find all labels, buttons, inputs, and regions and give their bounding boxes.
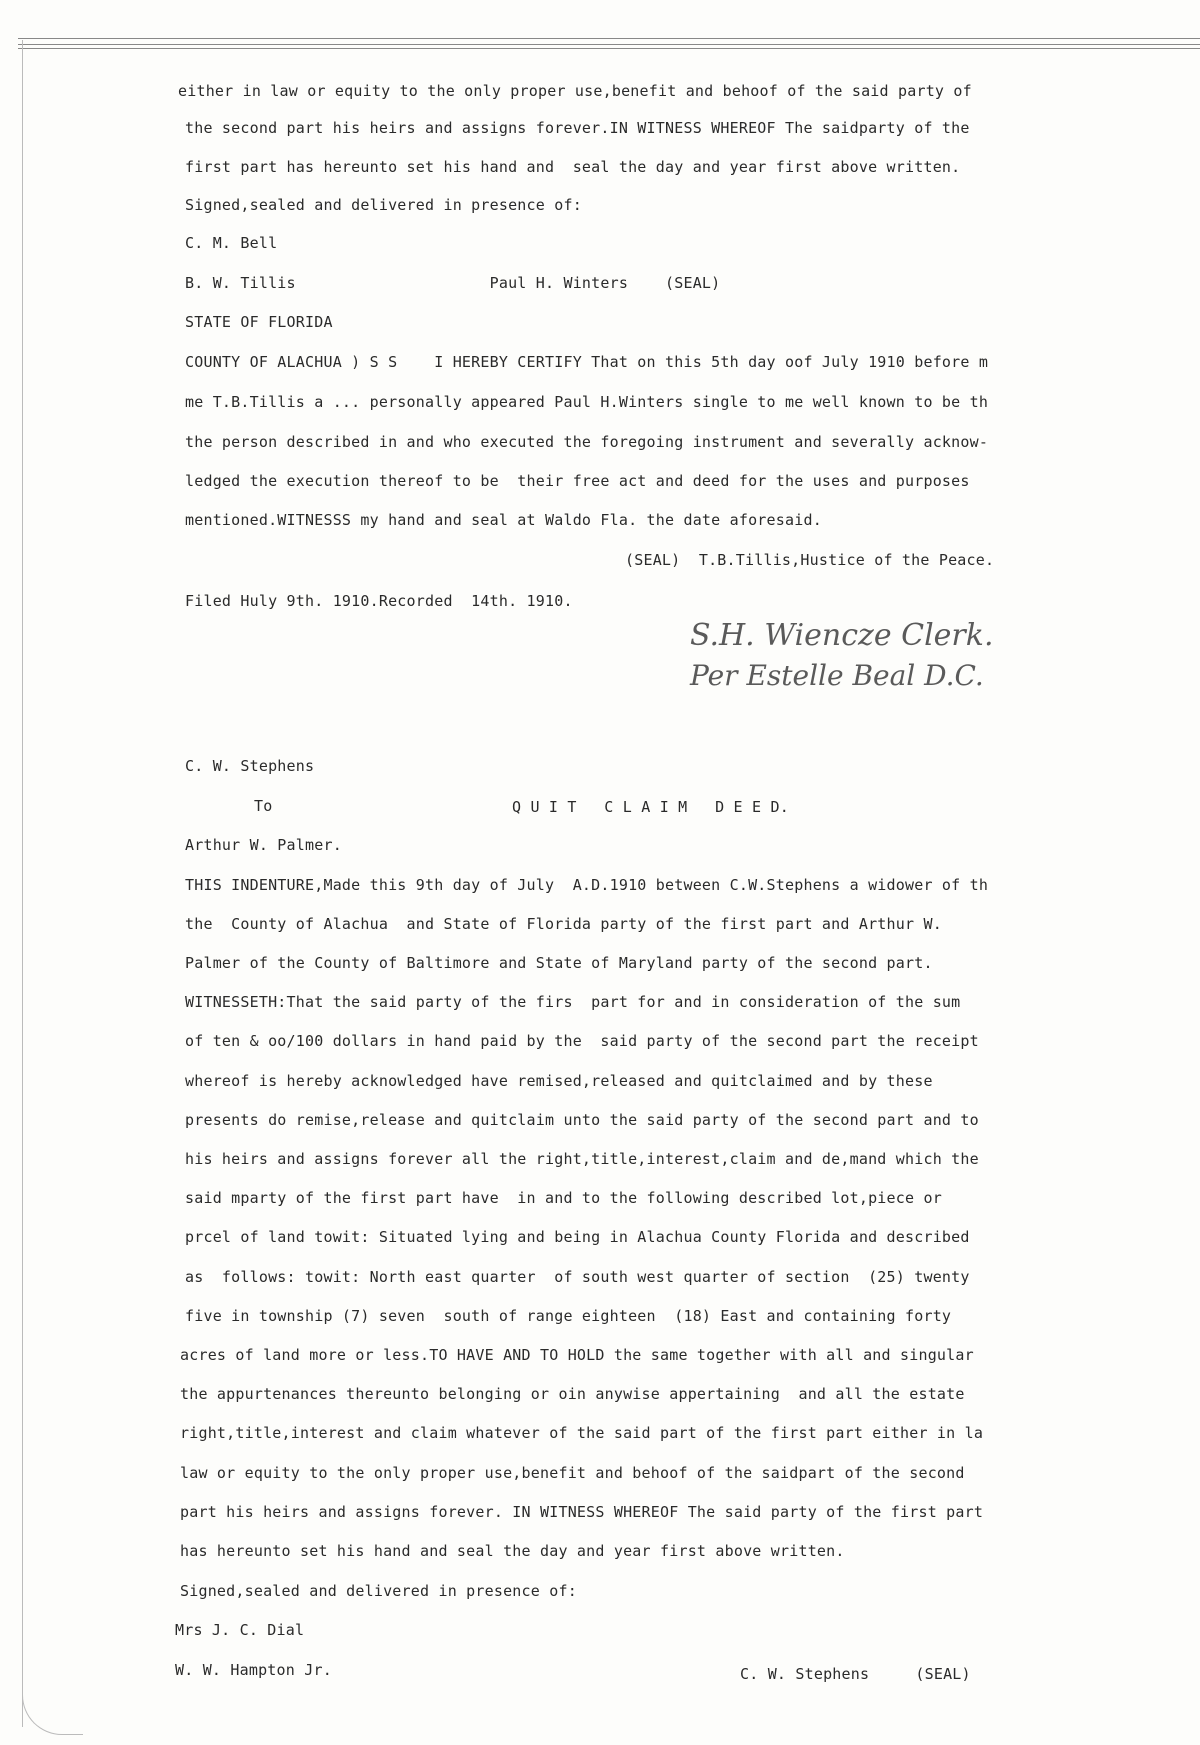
filed-recorded: Filed Huly 9th. 1910.Recorded 14th. 1910. xyxy=(185,592,573,610)
officer-signature: (SEAL) T.B.Tillis,Hustice of the Peace. xyxy=(625,551,995,569)
text-line: Palmer of the County of Baltimore and State of Maryland party of the second part. xyxy=(185,954,933,972)
text-line: of ten & oo/100 dollars in hand paid by the said party of the second part the receipt xyxy=(185,1032,979,1050)
text-line: ledged the execution thereof to be their free act and deed for the uses and purposes xyxy=(185,472,970,490)
top-rule-2 xyxy=(18,44,1200,45)
bottom-corner xyxy=(22,1694,83,1735)
signature-line: B. W. Tillis Paul H. Winters (SEAL) xyxy=(185,274,721,292)
left-border xyxy=(22,40,23,1727)
text-line: THIS INDENTURE,Made this 9th day of July A.D.1910 between C.W.Stephens a widower of th xyxy=(185,876,989,894)
clerk-signature: S.H. Wiencze Clerk. xyxy=(690,618,994,653)
text-line: acres of land more or less.TO HAVE AND TO HOLD the same together with all and singular xyxy=(180,1346,974,1364)
to-label: To xyxy=(254,797,273,815)
text-line: the person described in and who executed the foregoing instrument and severally acknow- xyxy=(185,433,989,451)
deputy-signature: Per Estelle Beal D.C. xyxy=(690,659,984,692)
text-line: his heirs and assigns forever all the right,title,interest,claim and de,mand which the xyxy=(185,1150,979,1168)
grantor-name: C. W. Stephens xyxy=(185,757,315,775)
text-line: five in township (7) seven south of range eighteen (18) East and containing forty xyxy=(185,1307,952,1325)
text-line: whereof is hereby acknowledged have remised,released and quitclaimed and by these xyxy=(185,1072,933,1090)
text-line: first part has hereunto set his hand and seal the day and year first above written. xyxy=(185,158,961,176)
text-line: Signed,sealed and delivered in presence of: xyxy=(185,196,582,214)
text-line: COUNTY OF ALACHUA ) S S I HEREBY CERTIFY That on this 5th day oof July 1910 before m xyxy=(185,353,989,371)
witness-name: C. M. Bell xyxy=(185,234,278,252)
text-line: Signed,sealed and delivered in presence of: xyxy=(180,1582,577,1600)
text-line: either in law or equity to the only proper use,benefit and behoof of the said party of xyxy=(178,82,972,100)
top-rule-3 xyxy=(18,48,1200,49)
text-line: mentioned.WITNESSS my hand and seal at Waldo Fla. the date aforesaid. xyxy=(185,511,822,529)
text-line: me T.B.Tillis a ... personally appeared Paul H.Winters single to me well known to be th xyxy=(185,393,989,411)
text-line: law or equity to the only proper use,benefit and behoof of the saidpart of the second xyxy=(180,1464,965,1482)
text-line: the second part his heirs and assigns forever.IN WITNESS WHEREOF The saidparty of the xyxy=(185,119,970,137)
grantee-name: Arthur W. Palmer. xyxy=(185,836,342,854)
text-line: right,title,interest and claim whatever of the said part of the first part either in la xyxy=(180,1424,984,1442)
deed-title: Q U I T C L A I M D E E D. xyxy=(512,798,789,816)
text-line: as follows: towit: North east quarter of south west quarter of section (25) twenty xyxy=(185,1268,970,1286)
text-line: said mparty of the first part have in and to the following described lot,piece or xyxy=(185,1189,942,1207)
text-line: part his heirs and assigns forever. IN WITNESS WHEREOF The said party of the first part xyxy=(180,1503,984,1521)
text-line: the County of Alachua and State of Florida party of the first part and Arthur W. xyxy=(185,915,942,933)
text-line: the appurtenances thereunto belonging or oin anywise appertaining and all the estate xyxy=(180,1385,965,1403)
text-line: prcel of land towit: Situated lying and being in Alachua County Florida and described xyxy=(185,1228,970,1246)
top-rule xyxy=(18,38,1200,39)
witness-name: W. W. Hampton Jr. xyxy=(175,1661,332,1679)
text-line: has hereunto set his hand and seal the day and year first above written. xyxy=(180,1542,845,1560)
state-heading: STATE OF FLORIDA xyxy=(185,313,333,331)
grantor-signature: C. W. Stephens (SEAL) xyxy=(740,1665,971,1683)
witness-name: Mrs J. C. Dial xyxy=(175,1621,305,1639)
text-line: presents do remise,release and quitclaim unto the said party of the second part and to xyxy=(185,1111,979,1129)
text-line: WITNESSETH:That the said party of the firs part for and in consideration of the sum xyxy=(185,993,961,1011)
